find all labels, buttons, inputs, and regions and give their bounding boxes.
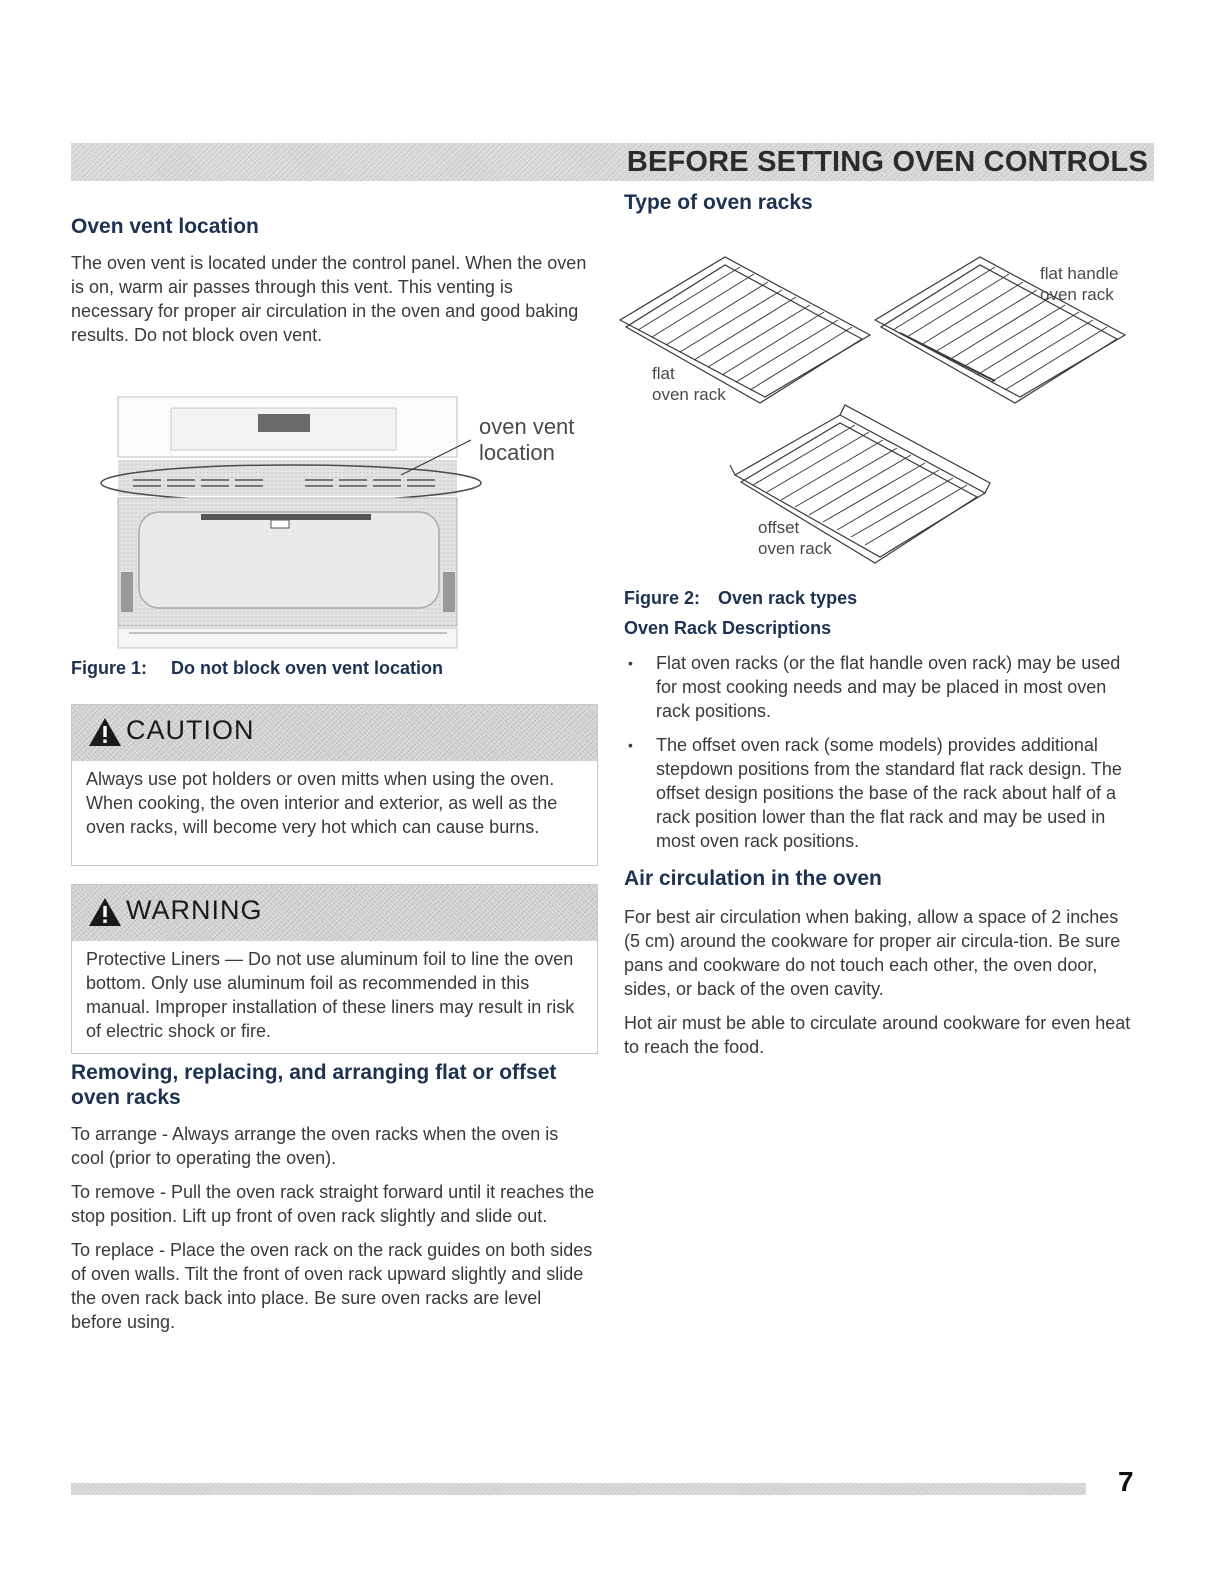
caution-header (72, 705, 597, 761)
figure-1-text: Do not block oven vent location (171, 658, 444, 678)
page-title: BEFORE SETTING OVEN CONTROLS (626, 146, 1148, 178)
list-item: • Flat oven racks (or the flat handle oven rack) may be used for most cooking needs and may be placed in most oven rack positions. (624, 651, 1144, 723)
racks-heading: Removing, replacing, and arranging flat or offset oven racks (71, 1061, 557, 1110)
racks-section (71, 1060, 596, 1344)
flat-rack-label-line1: flat (652, 364, 675, 383)
vent-body: The oven vent is located under the control panel. When the oven is on, warm air passes through this vent. This venting is necessary for proper air circulation in the oven and good baking results. Do not block oven vent. (71, 253, 587, 346)
warning-triangle-icon (88, 897, 122, 927)
header-band (71, 143, 1154, 181)
flat-handle-rack-label-line2: oven rack (1040, 285, 1114, 304)
caution-body (72, 761, 597, 849)
figure-2-number: Figure 2: (624, 588, 701, 608)
figure-1-number: Figure 1: (71, 658, 148, 678)
offset-rack-label-line1: offset (758, 518, 800, 537)
figure-oven-vent (71, 392, 596, 654)
vent-callout-line2: location (479, 440, 555, 465)
types-heading: Type of oven racks (624, 191, 813, 214)
warning-text: Protective Liners — Do not use aluminum foil to line the oven bottom. Only use aluminum foil as recommended in this manual. Improper installation of these liners may result in risk of electric shock or fire. (86, 949, 575, 1041)
air-paragraph-1: For best air circulation when baking, allow a space of 2 inches (5 cm) around the cookware for proper air circula-tion. Be sure pans and cookware do not touch each other, the oven door, sides, or back of the oven cavity. (624, 907, 1121, 1000)
caution-label: CAUTION (126, 715, 255, 745)
warning-label: WARNING (126, 895, 263, 925)
air-paragraph-2: Hot air must be able to circulate around cookware for even heat to reach the food. (624, 1013, 1131, 1058)
racks-paragraph-3: To replace - Place the oven rack on the rack guides on both sides of oven walls. Tilt the front of oven rack upward slightly and slide the oven rack back into place. Be sure oven racks are level before using. (71, 1240, 593, 1333)
vent-callout-line1: oven vent (479, 414, 575, 439)
offset-rack-label (758, 517, 832, 559)
racks-paragraph-1: To arrange - Always arrange the oven racks when the oven is cool (prior to operating the oven). (71, 1124, 559, 1169)
vent-section (71, 214, 596, 357)
footer-band (71, 1483, 1086, 1495)
rack-descriptions-heading: Oven Rack Descriptions (624, 618, 832, 638)
caution-box (71, 704, 598, 866)
caution-text: Always use pot holders or oven mitts when using the oven. When cooking, the oven interior and exterior, as well as the oven racks, will become very hot which can cause burns. (86, 769, 558, 837)
rack-descriptions (624, 618, 1144, 863)
flat-rack-label (652, 363, 726, 405)
warning-triangle-icon (88, 717, 122, 747)
warning-box (71, 884, 598, 1054)
page-number: 7 (1118, 1466, 1134, 1497)
figure-2-text: Oven rack types (718, 588, 858, 608)
list-item: • The offset oven rack (some models) provides additional stepdown positions from the standard flat rack design. The offset design positions the base of the rack about half of a rack position lower than the flat rack and may be used in most oven rack positions. (624, 733, 1144, 853)
flat-handle-rack-label (1040, 263, 1118, 305)
figure-rack-types (600, 245, 1160, 580)
types-section (624, 190, 1154, 227)
vent-callout-label (479, 414, 574, 466)
racks-paragraph-2: To remove - Pull the oven rack straight forward until it reaches the stop position. Lift up front of oven rack slightly and slide out. (71, 1182, 595, 1227)
flat-handle-rack-label-line1: flat handle (1040, 264, 1119, 283)
figure-2-caption (624, 588, 857, 609)
air-heading: Air circulation in the oven (624, 867, 882, 890)
offset-rack-label-line2: oven rack (758, 539, 832, 558)
flat-rack-label-line2: oven rack (652, 385, 726, 404)
air-section (624, 866, 1139, 1069)
rack-descriptions-list (624, 651, 1144, 853)
vent-heading: Oven vent location (71, 215, 259, 238)
figure-1-caption (71, 658, 443, 679)
warning-body (72, 941, 597, 1053)
warning-header (72, 885, 597, 941)
